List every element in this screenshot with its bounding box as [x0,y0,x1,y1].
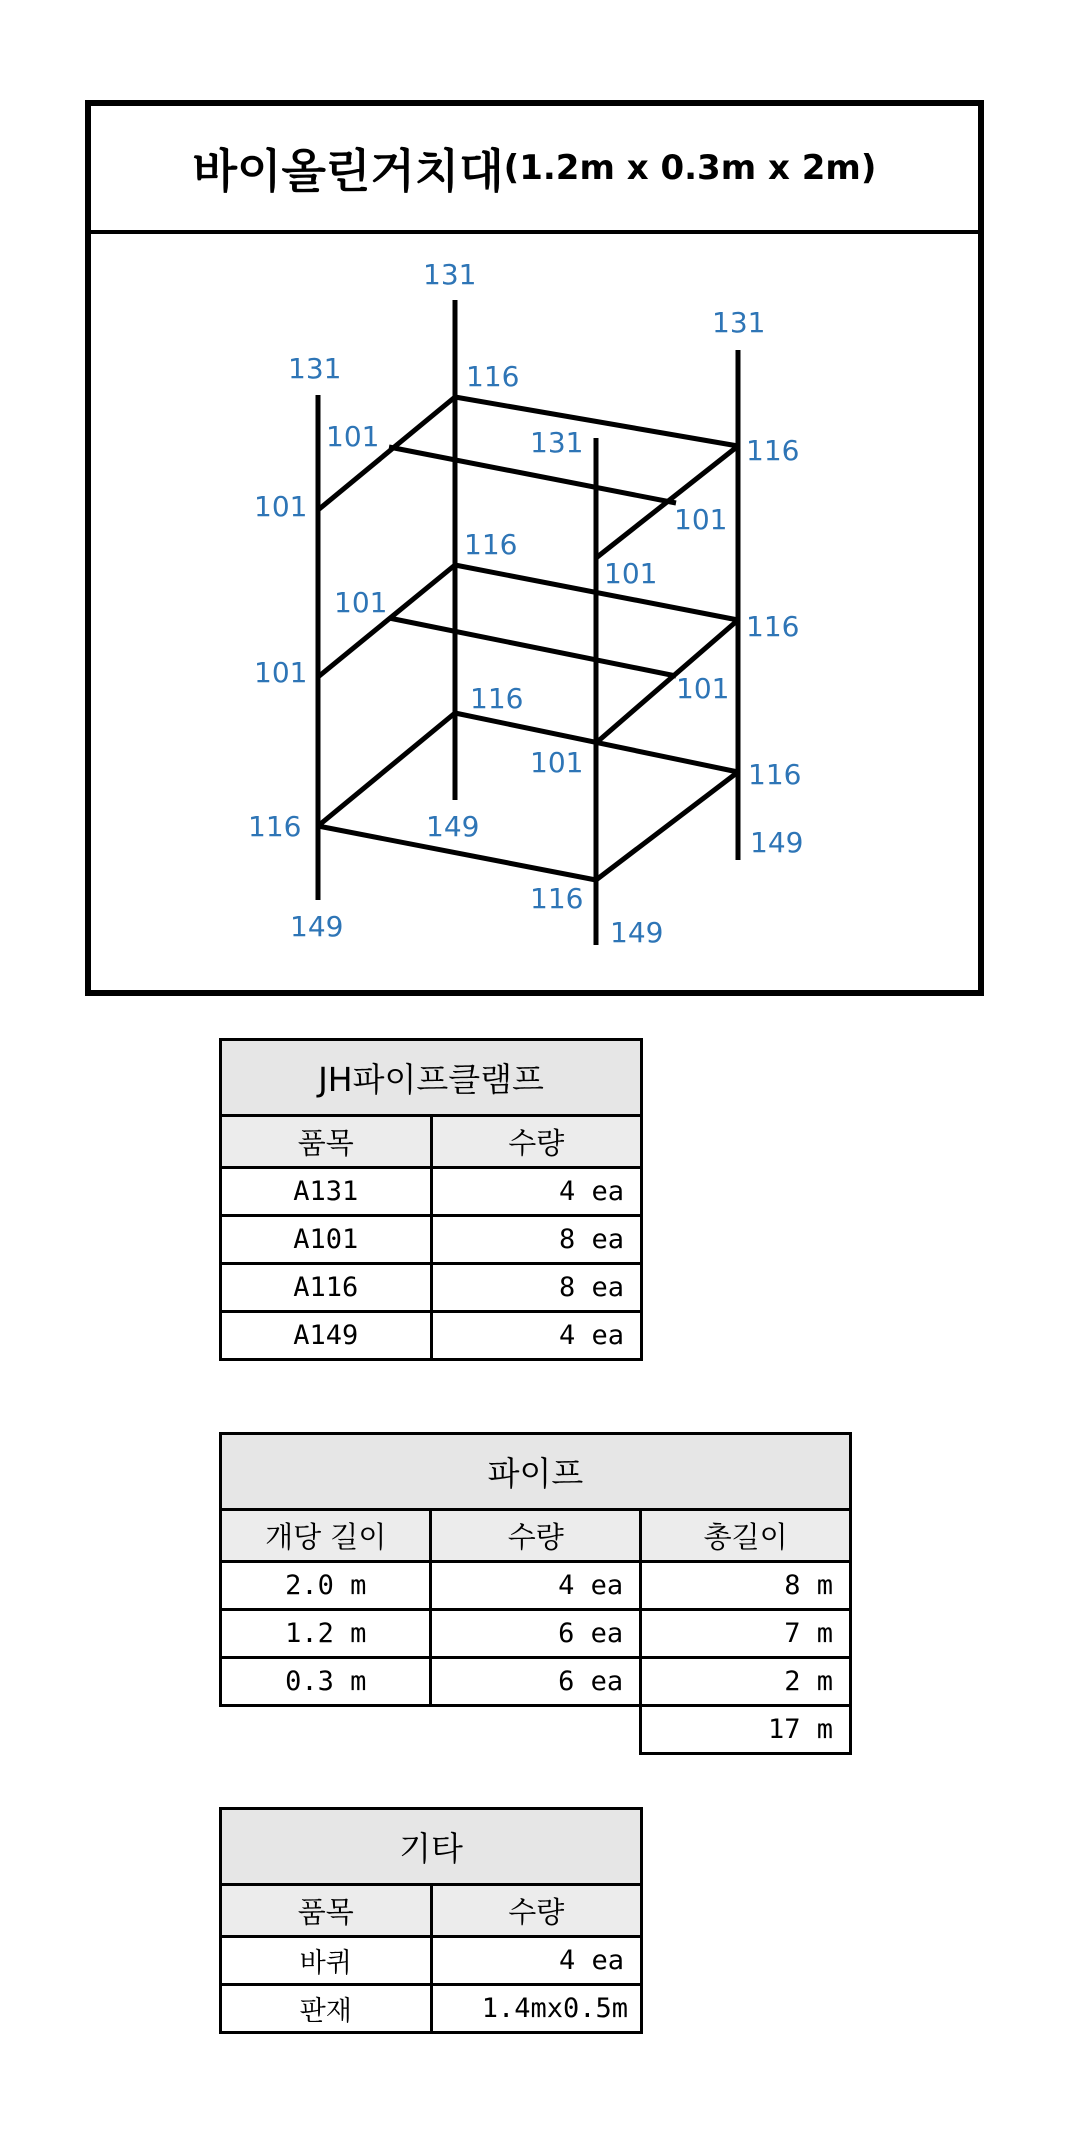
table-row [221,1937,642,1985]
label-l3-left-side: 101 [326,420,380,453]
table-row [221,1264,642,1312]
misc-item: 판재 [221,1985,432,2033]
label-bottom-front-right: 149 [610,916,664,949]
table-row [221,1312,642,1360]
label-l2-back-left: 116 [464,528,518,561]
pipe-total: 7 m [641,1610,851,1658]
label-bottom-back-right: 149 [750,826,804,859]
table-row [221,1216,642,1264]
clamp-col-item: 품목 [221,1116,432,1168]
label-l3-front-left: 101 [254,490,308,523]
label-top-back-left: 131 [423,258,477,291]
table-row [221,1562,851,1610]
clamp-qty: 8 ea [431,1216,642,1264]
table-row [221,1610,851,1658]
pipe-total: 2 m [641,1658,851,1706]
pipe-qty: 6 ea [431,1610,641,1658]
label-l2-front-left: 101 [254,656,308,689]
pipe-length: 1.2 m [221,1610,431,1658]
clamp-item: A116 [221,1264,432,1312]
pipe-col-length: 개당 길이 [221,1510,431,1562]
table-row [221,1985,642,2033]
diagram-title: 바이올린거치대 [192,144,504,198]
misc-item: 바퀴 [221,1937,432,1985]
label-l2-right-side: 101 [676,672,730,705]
clamp-item: A101 [221,1216,432,1264]
label-l3-back-right: 116 [746,434,800,467]
pipe-col-total: 총길이 [641,1510,851,1562]
label-bottom-back-left: 149 [426,810,480,843]
pipe-total: 8 m [641,1562,851,1610]
clamp-item: A149 [221,1312,432,1360]
l2-left-rail [318,565,455,677]
label-l1-back-left: 116 [470,682,524,715]
table-row [221,1168,642,1216]
misc-col-item: 품목 [221,1885,432,1937]
clamp-qty: 4 ea [431,1168,642,1216]
table-row [221,1658,851,1706]
label-bottom-front-left: 149 [290,910,344,943]
pipe-table-title: 파이프 [221,1434,851,1510]
misc-qty: 4 ea [431,1937,642,1985]
label-top-front-right: 131 [530,426,584,459]
misc-table-title: 기타 [221,1809,642,1885]
l3-right-rail [596,446,738,558]
label-l1-front-left: 116 [248,810,302,843]
l1-right-rail [596,772,738,880]
label-top-front-left: 131 [288,352,342,385]
label-l2-left-side: 101 [334,586,388,619]
diagram-dimensions: (1.2m x 0.3m x 2m) [503,148,877,188]
clamp-qty: 4 ea [431,1312,642,1360]
pipe-grand-total: 17 m [641,1706,851,1754]
pipe-col-qty: 수량 [431,1510,641,1562]
label-l3-right-side: 101 [674,503,728,536]
misc-qty: 1.4mx0.5m [431,1985,642,2033]
clamp-col-qty: 수량 [431,1116,642,1168]
clamp-table-title: JH파이프클램프 [221,1040,642,1116]
clamp-qty: 8 ea [431,1264,642,1312]
misc-table [219,1807,643,2034]
clamp-table [219,1038,643,1361]
pipe-qty: 4 ea [431,1562,641,1610]
table-row [221,1706,851,1754]
label-l1-back-right: 116 [748,758,802,791]
l2-front-rail [389,618,676,676]
pipe-qty: 6 ea [431,1658,641,1706]
pipe-length: 0.3 m [221,1658,431,1706]
pipe-table [219,1432,852,1755]
label-l1-front-right: 116 [530,882,584,915]
label-l2-back-right: 116 [746,610,800,643]
label-l3-back-left: 116 [466,360,520,393]
label-l3-front-right: 101 [604,557,658,590]
misc-col-qty: 수량 [431,1885,642,1937]
clamp-item: A131 [221,1168,432,1216]
pipe-length: 2.0 m [221,1562,431,1610]
rack-diagram [0,0,1070,1000]
label-top-back-right: 131 [712,306,766,339]
label-l2-front-right: 101 [530,746,584,779]
